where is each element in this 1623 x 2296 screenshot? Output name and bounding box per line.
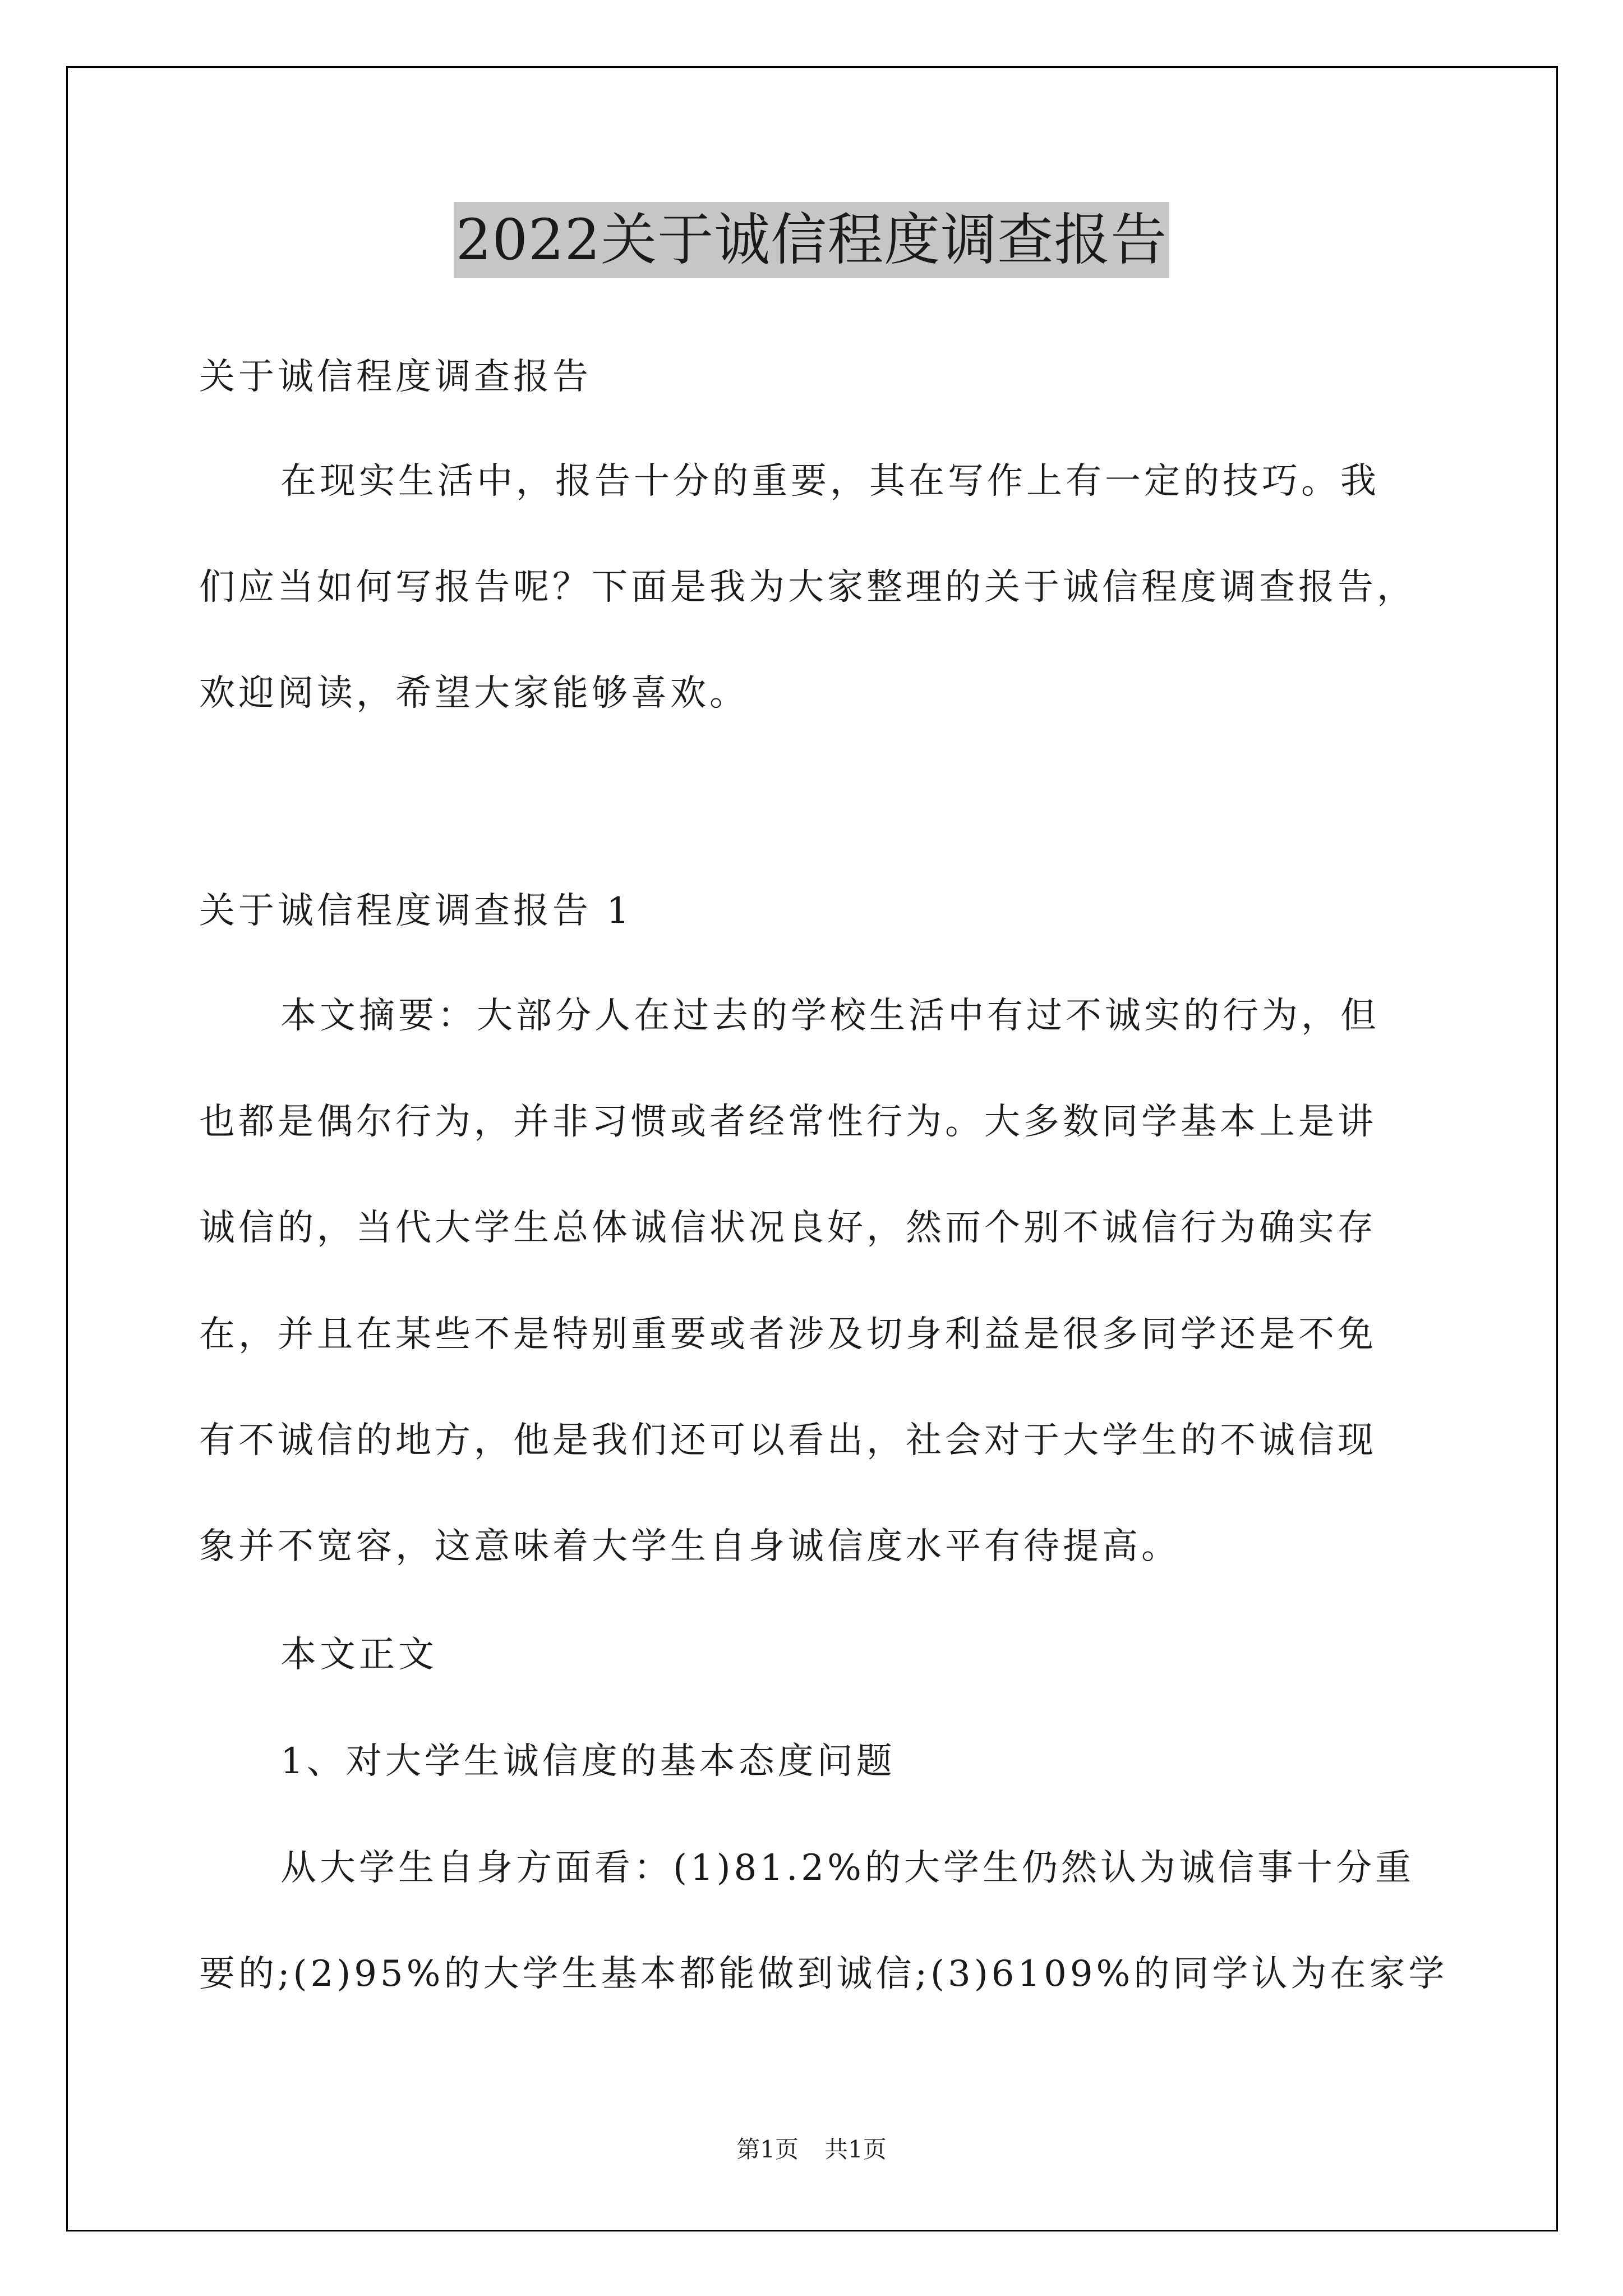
body-line: 从大学生自身方面看：(1)81.2%的大学生仍然认为诚信事十分重 <box>280 1847 1414 1889</box>
abstract-line: 在，并且在某些不是特别重要或者涉及切身利益是很多同学还是不免 <box>199 1314 1377 1355</box>
intro-line: 们应当如何写报告呢？下面是我为大家整理的关于诚信程度调查报告， <box>199 567 1416 608</box>
body-label: 本文正文 <box>280 1634 437 1676</box>
abstract-line: 本文摘要：大部分人在过去的学校生活中有过不诚实的行为，但 <box>280 995 1380 1037</box>
abstract-line: 诚信的，当代大学生总体诚信状况良好，然而个别不诚信行为确实存 <box>199 1207 1377 1249</box>
abstract-line: 象并不宽容，这意味着大学生自身诚信度水平有待提高。 <box>199 1526 1181 1567</box>
section-heading: 关于诚信程度调查报告 1 <box>199 890 633 932</box>
intro-line: 欢迎阅读，希望大家能够喜欢。 <box>199 673 749 714</box>
intro-line: 在现实生活中，报告十分的重要，其在写作上有一定的技巧。我 <box>280 461 1380 502</box>
page-number: 第1页 <box>736 2136 799 2163</box>
abstract-line: 也都是偶尔行为，并非习惯或者经常性行为。大多数同学基本上是讲 <box>199 1101 1377 1143</box>
point-heading: 1、对大学生诚信度的基本态度问题 <box>280 1741 896 1782</box>
body-line: 要的;(2)95%的大学生基本都能做到诚信;(3)6109%的同学认为在家学 <box>199 1953 1448 1995</box>
document-title: 2022关于诚信程度调查报告 <box>454 202 1170 278</box>
document-subtitle: 关于诚信程度调查报告 <box>199 356 592 398</box>
page-footer <box>0 2134 1623 2165</box>
title-area <box>0 202 1623 278</box>
total-pages: 共1页 <box>824 2136 887 2163</box>
abstract-line: 有不诚信的地方，他是我们还可以看出，社会对于大学生的不诚信现 <box>199 1420 1377 1461</box>
